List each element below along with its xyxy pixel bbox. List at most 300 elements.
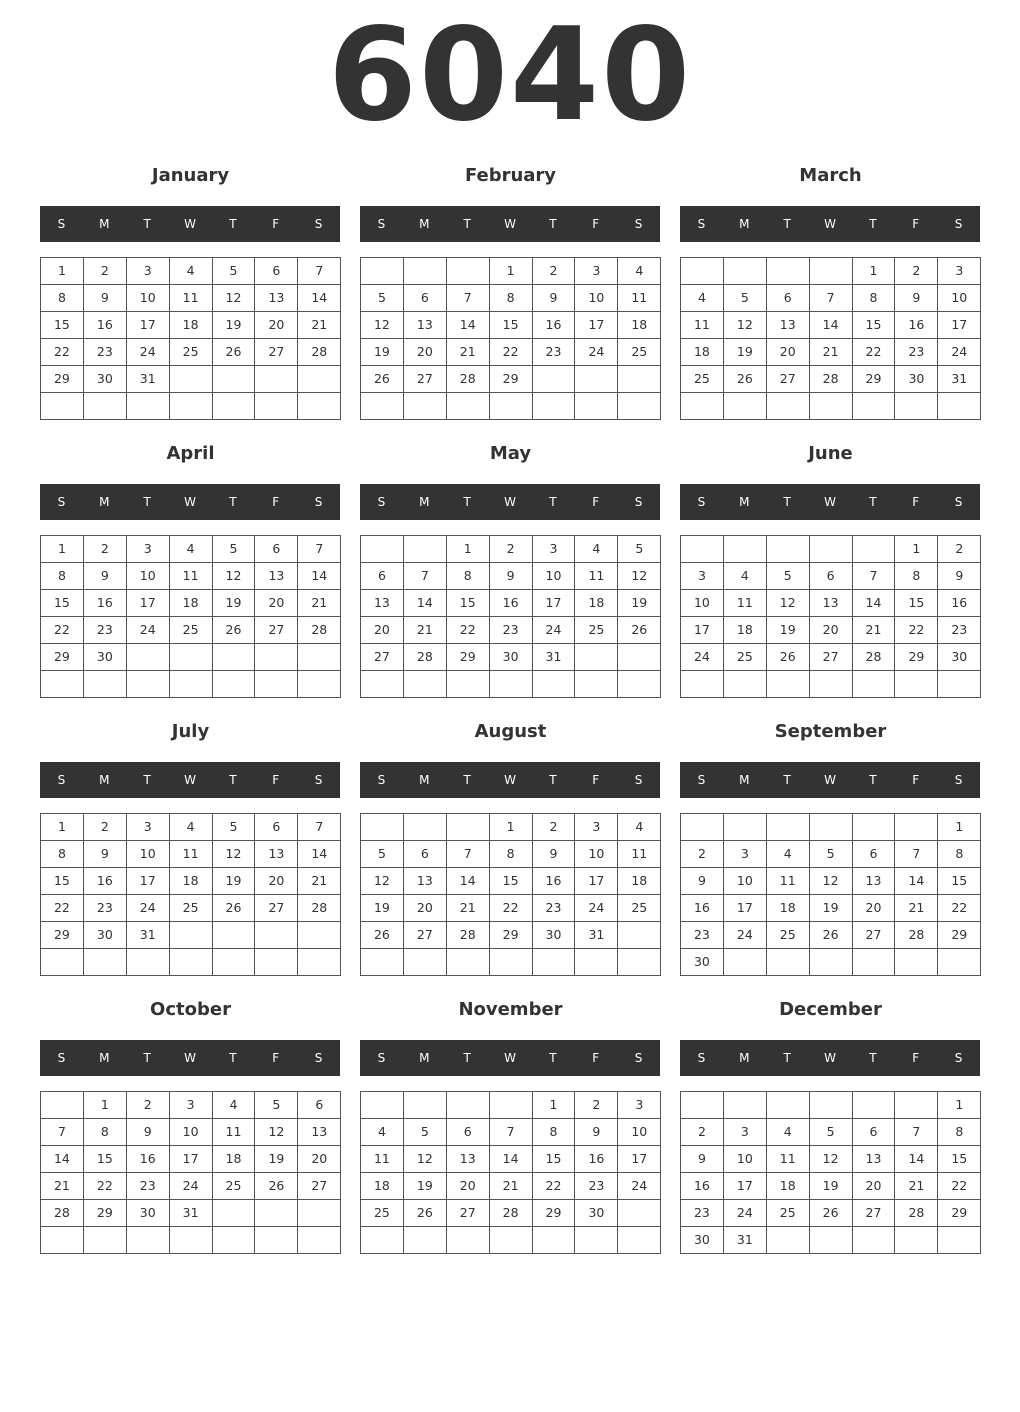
weekday-label: W — [504, 773, 516, 787]
day-cell: 27 — [255, 895, 298, 922]
day-cell: 1 — [895, 536, 938, 563]
day-cell — [446, 949, 489, 976]
day-cell: 24 — [938, 339, 981, 366]
day-cell — [575, 671, 618, 698]
day-cell: 26 — [361, 922, 404, 949]
day-cell: 27 — [809, 644, 852, 671]
day-cell: 31 — [575, 922, 618, 949]
day-cell — [809, 536, 852, 563]
day-cell — [298, 671, 341, 698]
day-cell: 6 — [852, 1119, 895, 1146]
day-cell — [403, 949, 446, 976]
weekday-label: F — [912, 217, 920, 231]
day-cell: 23 — [681, 922, 724, 949]
day-cell: 18 — [361, 1173, 404, 1200]
weekday-label: F — [912, 1051, 920, 1065]
day-cell: 22 — [41, 617, 84, 644]
day-cell: 6 — [361, 563, 404, 590]
day-cell — [446, 258, 489, 285]
day-cell: 18 — [169, 590, 212, 617]
day-cell: 11 — [169, 285, 212, 312]
month-name: April — [166, 443, 215, 464]
day-cell — [212, 366, 255, 393]
day-cell: 16 — [532, 312, 575, 339]
day-cell: 9 — [681, 868, 724, 895]
week-row — [41, 393, 341, 420]
day-cell: 8 — [895, 563, 938, 590]
day-cell — [852, 1227, 895, 1254]
day-cell — [575, 1227, 618, 1254]
weekday-label: T — [143, 495, 151, 509]
day-cell — [938, 671, 981, 698]
day-cell: 13 — [852, 868, 895, 895]
day-cell: 12 — [361, 312, 404, 339]
day-cell — [41, 1227, 84, 1254]
weekday-label: M — [99, 217, 110, 231]
weekday-label: F — [592, 773, 600, 787]
day-cell — [126, 644, 169, 671]
weekday-header — [360, 206, 660, 242]
day-cell — [895, 1092, 938, 1119]
day-cell: 20 — [403, 339, 446, 366]
day-cell: 29 — [41, 366, 84, 393]
week-row — [361, 285, 661, 312]
day-cell — [618, 393, 661, 420]
week-row — [681, 644, 981, 671]
weekday-label: W — [824, 495, 836, 509]
day-cell: 16 — [126, 1146, 169, 1173]
day-cell — [361, 536, 404, 563]
day-cell — [723, 814, 766, 841]
weekday-label: T — [463, 495, 471, 509]
day-cell: 9 — [532, 841, 575, 868]
weekday-label: T — [783, 773, 791, 787]
day-cell — [681, 536, 724, 563]
day-cell: 29 — [852, 366, 895, 393]
week-row — [41, 312, 341, 339]
day-cell: 3 — [126, 536, 169, 563]
day-cell — [809, 949, 852, 976]
week-row — [41, 1146, 341, 1173]
weekday-label: F — [272, 217, 280, 231]
day-cell — [212, 949, 255, 976]
day-cell: 7 — [895, 841, 938, 868]
day-cell: 6 — [852, 841, 895, 868]
weekday-label: T — [463, 773, 471, 787]
day-cell: 12 — [212, 285, 255, 312]
week-row — [361, 312, 661, 339]
weekday-label: S — [377, 495, 386, 509]
day-cell: 28 — [809, 366, 852, 393]
day-cell: 18 — [766, 1173, 809, 1200]
weekday-label: M — [419, 1051, 430, 1065]
day-cell: 3 — [532, 536, 575, 563]
day-cell: 9 — [126, 1119, 169, 1146]
day-cell: 21 — [895, 895, 938, 922]
day-cell: 1 — [852, 258, 895, 285]
day-grid — [40, 813, 341, 976]
day-cell: 9 — [938, 563, 981, 590]
week-row — [681, 536, 981, 563]
day-cell: 21 — [41, 1173, 84, 1200]
day-cell: 26 — [212, 895, 255, 922]
week-row — [41, 1173, 341, 1200]
day-cell: 20 — [446, 1173, 489, 1200]
day-cell — [126, 1227, 169, 1254]
day-cell: 22 — [895, 617, 938, 644]
day-cell — [126, 393, 169, 420]
day-cell — [938, 1227, 981, 1254]
week-row — [361, 1146, 661, 1173]
day-cell — [169, 671, 212, 698]
day-cell — [255, 393, 298, 420]
day-grid — [360, 257, 661, 420]
day-cell: 16 — [532, 868, 575, 895]
week-row — [361, 671, 661, 698]
day-cell: 19 — [809, 895, 852, 922]
day-cell: 3 — [723, 841, 766, 868]
day-cell: 31 — [532, 644, 575, 671]
day-cell: 19 — [361, 895, 404, 922]
day-cell: 23 — [895, 339, 938, 366]
day-cell: 9 — [532, 285, 575, 312]
day-cell: 14 — [298, 841, 341, 868]
day-cell: 1 — [938, 814, 981, 841]
day-cell: 17 — [618, 1146, 661, 1173]
weekday-label: F — [272, 1051, 280, 1065]
day-cell: 17 — [126, 590, 169, 617]
day-cell — [446, 1092, 489, 1119]
day-cell: 2 — [83, 814, 126, 841]
day-cell: 6 — [809, 563, 852, 590]
day-cell: 25 — [681, 366, 724, 393]
day-cell: 7 — [298, 536, 341, 563]
day-cell — [83, 949, 126, 976]
day-cell: 26 — [361, 366, 404, 393]
weekday-header — [360, 762, 660, 798]
day-cell — [532, 671, 575, 698]
day-cell: 16 — [83, 590, 126, 617]
day-cell: 14 — [298, 285, 341, 312]
day-cell: 15 — [852, 312, 895, 339]
day-cell: 5 — [212, 258, 255, 285]
week-row — [361, 339, 661, 366]
day-cell: 29 — [83, 1200, 126, 1227]
day-cell: 17 — [723, 895, 766, 922]
day-cell — [852, 671, 895, 698]
day-cell: 11 — [169, 841, 212, 868]
day-cell: 6 — [403, 285, 446, 312]
day-cell: 4 — [766, 841, 809, 868]
day-cell: 23 — [575, 1173, 618, 1200]
day-cell: 2 — [681, 841, 724, 868]
day-cell — [489, 393, 532, 420]
day-cell: 18 — [212, 1146, 255, 1173]
day-cell: 21 — [446, 339, 489, 366]
day-cell: 7 — [895, 1119, 938, 1146]
weekday-label: W — [504, 1051, 516, 1065]
day-cell: 31 — [169, 1200, 212, 1227]
day-cell: 27 — [255, 339, 298, 366]
day-cell — [489, 1092, 532, 1119]
day-cell: 9 — [895, 285, 938, 312]
weekday-label: S — [314, 217, 323, 231]
month-name: September — [774, 721, 887, 742]
day-cell: 31 — [126, 922, 169, 949]
day-cell: 2 — [489, 536, 532, 563]
day-cell — [532, 393, 575, 420]
day-cell — [403, 536, 446, 563]
day-cell: 27 — [403, 922, 446, 949]
day-cell: 24 — [169, 1173, 212, 1200]
weekday-label: F — [592, 1051, 600, 1065]
day-cell: 5 — [212, 536, 255, 563]
day-cell: 9 — [83, 285, 126, 312]
day-cell: 11 — [618, 841, 661, 868]
day-cell: 23 — [532, 895, 575, 922]
day-cell: 30 — [532, 922, 575, 949]
day-cell — [403, 258, 446, 285]
weekday-label: T — [549, 217, 557, 231]
day-cell: 17 — [575, 868, 618, 895]
day-cell: 29 — [41, 644, 84, 671]
weekday-label: F — [592, 217, 600, 231]
day-cell: 6 — [255, 536, 298, 563]
day-cell — [809, 1092, 852, 1119]
day-cell: 10 — [938, 285, 981, 312]
week-row — [41, 1119, 341, 1146]
week-row — [41, 536, 341, 563]
weekday-label: S — [314, 495, 323, 509]
day-cell: 25 — [766, 922, 809, 949]
day-cell — [532, 1227, 575, 1254]
day-grid — [360, 1091, 661, 1254]
day-cell: 25 — [169, 895, 212, 922]
day-cell: 12 — [361, 868, 404, 895]
day-cell: 4 — [618, 814, 661, 841]
week-row — [41, 366, 341, 393]
day-cell — [361, 814, 404, 841]
day-cell: 19 — [255, 1146, 298, 1173]
day-cell: 10 — [723, 868, 766, 895]
day-cell — [938, 949, 981, 976]
day-cell: 14 — [895, 868, 938, 895]
day-cell — [298, 1200, 341, 1227]
day-grid — [40, 535, 341, 698]
day-cell: 1 — [532, 1092, 575, 1119]
week-row — [41, 258, 341, 285]
week-row — [41, 1227, 341, 1254]
day-cell: 5 — [212, 814, 255, 841]
day-cell: 14 — [446, 312, 489, 339]
day-cell: 27 — [403, 366, 446, 393]
day-cell — [41, 949, 84, 976]
day-cell: 7 — [852, 563, 895, 590]
day-cell: 24 — [575, 339, 618, 366]
week-row — [41, 617, 341, 644]
day-cell: 21 — [809, 339, 852, 366]
day-cell — [212, 393, 255, 420]
day-cell: 13 — [766, 312, 809, 339]
day-cell — [723, 258, 766, 285]
day-cell: 5 — [723, 285, 766, 312]
month-name: August — [474, 721, 547, 742]
day-cell: 23 — [83, 617, 126, 644]
day-cell: 9 — [83, 841, 126, 868]
day-cell: 14 — [446, 868, 489, 895]
day-cell — [618, 1227, 661, 1254]
weekday-label: M — [739, 217, 750, 231]
day-cell — [41, 1092, 84, 1119]
day-cell: 2 — [83, 536, 126, 563]
day-cell: 2 — [895, 258, 938, 285]
day-cell: 15 — [895, 590, 938, 617]
day-cell: 1 — [83, 1092, 126, 1119]
day-cell: 29 — [938, 922, 981, 949]
week-row — [681, 590, 981, 617]
day-cell — [852, 1092, 895, 1119]
day-cell — [403, 671, 446, 698]
day-cell — [403, 393, 446, 420]
month-name: March — [799, 165, 862, 186]
day-cell: 8 — [83, 1119, 126, 1146]
day-cell: 19 — [403, 1173, 446, 1200]
day-cell: 29 — [41, 922, 84, 949]
day-cell: 13 — [446, 1146, 489, 1173]
day-cell — [681, 258, 724, 285]
day-cell — [575, 393, 618, 420]
day-cell: 7 — [403, 563, 446, 590]
day-grid — [40, 257, 341, 420]
weekday-label: T — [549, 773, 557, 787]
day-cell — [361, 671, 404, 698]
day-cell — [403, 814, 446, 841]
day-cell: 16 — [681, 895, 724, 922]
day-cell: 19 — [618, 590, 661, 617]
day-cell: 31 — [938, 366, 981, 393]
day-cell: 13 — [809, 590, 852, 617]
month-name: July — [171, 721, 210, 742]
weekday-label: T — [229, 495, 237, 509]
week-row — [361, 258, 661, 285]
day-cell — [723, 949, 766, 976]
day-cell — [446, 671, 489, 698]
day-cell: 9 — [681, 1146, 724, 1173]
weekday-label: S — [697, 495, 706, 509]
weekday-label: T — [869, 773, 877, 787]
day-cell: 23 — [83, 339, 126, 366]
day-cell: 30 — [575, 1200, 618, 1227]
day-cell — [723, 536, 766, 563]
day-cell — [766, 1227, 809, 1254]
day-cell — [212, 644, 255, 671]
day-cell: 17 — [723, 1173, 766, 1200]
week-row — [361, 1119, 661, 1146]
day-cell — [169, 949, 212, 976]
day-cell — [895, 814, 938, 841]
day-cell: 7 — [489, 1119, 532, 1146]
day-cell: 4 — [169, 814, 212, 841]
day-cell: 28 — [852, 644, 895, 671]
weekday-label: F — [592, 495, 600, 509]
weekday-label: S — [697, 1051, 706, 1065]
day-cell — [212, 922, 255, 949]
day-grid — [680, 535, 981, 698]
day-cell: 30 — [83, 922, 126, 949]
day-cell: 12 — [766, 590, 809, 617]
day-cell: 24 — [126, 895, 169, 922]
day-cell: 4 — [618, 258, 661, 285]
day-cell: 1 — [489, 258, 532, 285]
day-cell: 3 — [575, 814, 618, 841]
day-cell: 2 — [681, 1119, 724, 1146]
day-cell: 10 — [575, 285, 618, 312]
day-cell: 2 — [532, 258, 575, 285]
day-cell: 14 — [298, 563, 341, 590]
day-cell: 28 — [446, 922, 489, 949]
day-cell — [681, 393, 724, 420]
day-cell: 16 — [83, 312, 126, 339]
day-grid — [680, 1091, 981, 1254]
weekday-label: S — [57, 495, 66, 509]
day-cell: 22 — [489, 339, 532, 366]
day-cell: 13 — [403, 868, 446, 895]
day-cell: 25 — [575, 617, 618, 644]
day-cell — [681, 814, 724, 841]
day-cell: 25 — [169, 339, 212, 366]
day-cell: 10 — [126, 563, 169, 590]
day-cell: 28 — [298, 617, 341, 644]
day-cell: 3 — [938, 258, 981, 285]
day-cell: 3 — [126, 258, 169, 285]
day-cell — [255, 922, 298, 949]
weekday-label: S — [377, 217, 386, 231]
day-cell — [809, 671, 852, 698]
day-cell — [446, 1227, 489, 1254]
day-cell: 8 — [489, 285, 532, 312]
day-cell — [489, 949, 532, 976]
week-row — [41, 1092, 341, 1119]
day-cell: 17 — [126, 312, 169, 339]
weekday-label: W — [824, 1051, 836, 1065]
day-cell — [169, 393, 212, 420]
day-cell: 5 — [361, 841, 404, 868]
day-cell: 26 — [403, 1200, 446, 1227]
day-cell: 20 — [361, 617, 404, 644]
day-cell: 15 — [83, 1146, 126, 1173]
day-cell — [809, 258, 852, 285]
day-cell: 28 — [298, 339, 341, 366]
day-cell: 14 — [403, 590, 446, 617]
day-cell — [489, 1227, 532, 1254]
week-row — [361, 1227, 661, 1254]
day-cell: 16 — [489, 590, 532, 617]
day-cell — [532, 949, 575, 976]
day-cell: 6 — [446, 1119, 489, 1146]
weekday-label: M — [99, 495, 110, 509]
day-cell: 20 — [255, 312, 298, 339]
day-cell: 8 — [489, 841, 532, 868]
day-cell: 5 — [766, 563, 809, 590]
week-row — [681, 814, 981, 841]
day-cell: 4 — [575, 536, 618, 563]
day-cell: 3 — [169, 1092, 212, 1119]
week-row — [681, 285, 981, 312]
day-cell — [255, 644, 298, 671]
day-cell: 15 — [938, 1146, 981, 1173]
weekday-header — [40, 484, 340, 520]
day-cell: 6 — [766, 285, 809, 312]
